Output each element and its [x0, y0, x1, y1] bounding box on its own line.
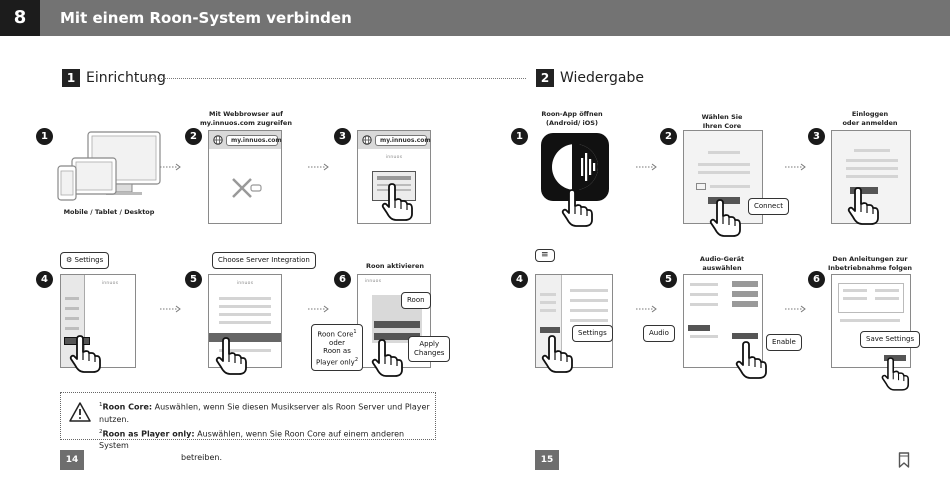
- roon-core-option[interactable]: [374, 321, 420, 328]
- url-field[interactable]: my.innuos.com: [375, 135, 427, 146]
- step-arrow-icon: [785, 305, 807, 313]
- playback-step-1-number: 1: [511, 128, 528, 145]
- playback-step-2-number: 2: [660, 128, 677, 145]
- playback-step-3-number: 3: [808, 128, 825, 145]
- roon-activation-window: innuos: [357, 274, 431, 368]
- playback-step-2-caption: Wählen Sie Ihren Core: [701, 113, 743, 130]
- hamburger-menu-icon: ≡: [541, 250, 549, 260]
- playback-step-5-caption: Audio-Gerät auswählen: [699, 255, 745, 272]
- pointing-hand-icon: [734, 340, 768, 380]
- settings-menu-item[interactable]: [540, 327, 560, 333]
- enable-callout: Enable: [766, 334, 802, 351]
- setup-guide-window: [831, 274, 911, 368]
- section-playback-title: Wiedergabe: [560, 70, 645, 86]
- broken-link-icon: [227, 173, 265, 203]
- playback-step-3-caption: Einloggen oder anmelden: [842, 110, 898, 127]
- warning-triangle-icon: [69, 402, 91, 422]
- roon-callout: Roon: [401, 292, 431, 309]
- footnote-text: $^1$Roon Core: Auswählen, wenn Sie diesen Musikserver als Roon Server und Player nutzen. $^2$Roon as Player only: Auswählen, wenn Sie Roon Core auf einem anderen System betreiben.: [99, 402, 430, 463]
- page-header: [0, 0, 950, 36]
- audio-callout: Audio: [643, 325, 675, 342]
- step-arrow-icon: [160, 163, 182, 171]
- roon-core-callout: Roon Core$^1$ oder Roon as Player only$^2$: [311, 324, 363, 371]
- page-title: Mit einem Roon-System verbinden: [60, 9, 352, 27]
- section-setup-number: 1: [62, 69, 80, 87]
- server-integration-window: innuos: [208, 274, 282, 368]
- pointing-hand-icon: [540, 334, 574, 374]
- section-playback-number: 2: [536, 69, 554, 87]
- url-field[interactable]: my.innuos.com: [226, 135, 278, 146]
- setup-step-3-number: 3: [334, 128, 351, 145]
- page-number-left: 14: [60, 450, 84, 470]
- setup-step-5-number: 5: [185, 271, 202, 288]
- pointing-hand-icon: [560, 188, 594, 228]
- page-number-right: 15: [535, 450, 559, 470]
- pointing-hand-icon: [370, 338, 404, 378]
- section-setup-title: Einrichtung: [86, 70, 166, 86]
- browser-window: [208, 130, 282, 224]
- section-divider: [146, 78, 526, 79]
- choose-server-integration-callout: Choose Server Integration: [212, 252, 316, 269]
- settings-callout: ⚙ Settings: [60, 252, 109, 269]
- playback-step-4-number: 4: [511, 271, 528, 288]
- gear-icon: ⚙: [66, 256, 73, 264]
- globe-icon: [362, 135, 372, 145]
- apply-changes-callout: Apply Changes: [408, 336, 450, 362]
- connect-callout: Connect: [748, 198, 789, 215]
- step-arrow-icon: [636, 163, 658, 171]
- bookmark-icon[interactable]: [898, 452, 910, 468]
- pointing-hand-icon: [846, 186, 880, 226]
- setup-step-1-number: 1: [36, 128, 53, 145]
- step-arrow-icon: [308, 305, 330, 313]
- setup-step-6-caption: Roon aktivieren: [366, 262, 424, 270]
- innuos-settings-window: innuos: [60, 274, 136, 368]
- pointing-hand-icon: [880, 356, 910, 392]
- playback-step-6-number: 6: [808, 271, 825, 288]
- playback-step-1-caption: Roon-App öffnen (Android/ iOS): [541, 110, 603, 127]
- globe-icon: [213, 135, 223, 145]
- setup-step-4-number: 4: [36, 271, 53, 288]
- pointing-hand-icon: [380, 182, 414, 222]
- enable-button[interactable]: [732, 333, 758, 339]
- menu-callout: [535, 249, 555, 262]
- pointing-hand-icon: [214, 336, 248, 376]
- save-settings-callout: Save Settings: [860, 331, 920, 348]
- settings-callout: Settings: [572, 325, 613, 342]
- step-arrow-icon: [160, 305, 182, 313]
- playback-step-5-number: 5: [660, 271, 677, 288]
- pointing-hand-icon: [68, 334, 102, 374]
- setup-step-2-number: 2: [185, 128, 202, 145]
- devices-illustration: [56, 130, 162, 204]
- chapter-number: 8: [0, 0, 40, 36]
- playback-step-6-caption: Den Anleitungen zur Inbetriebnahme folgen: [827, 255, 912, 272]
- setup-step-6-number: 6: [334, 271, 351, 288]
- pointing-hand-icon: [708, 198, 742, 238]
- setup-step-1-caption: Mobile / Tablet / Desktop: [63, 208, 155, 216]
- audio-tab[interactable]: [688, 325, 710, 331]
- step-arrow-icon: [636, 305, 658, 313]
- setup-step-2-caption: Mit Webbrowser auf my.innuos.com zugreifen: [200, 110, 292, 127]
- innuos-logo: innuos: [385, 155, 403, 160]
- step-arrow-icon: [308, 163, 330, 171]
- step-arrow-icon: [785, 163, 807, 171]
